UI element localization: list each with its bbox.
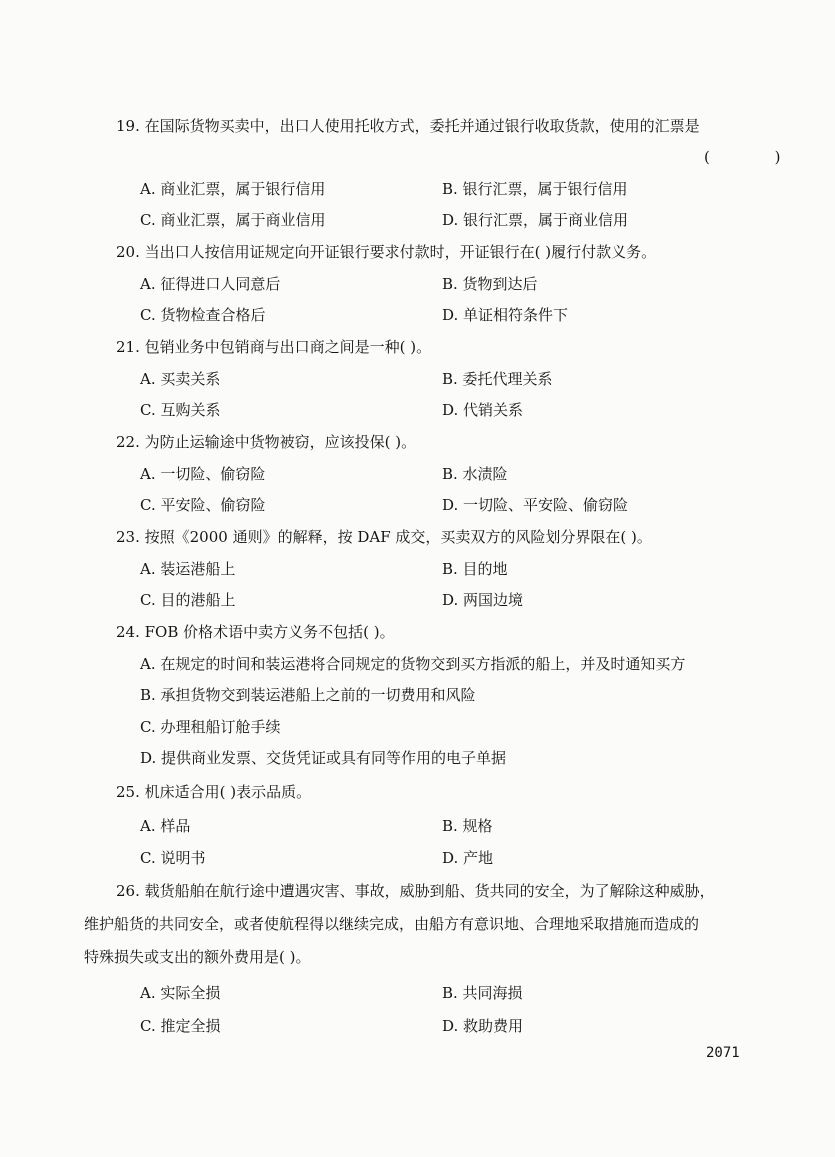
- option-a: A. 在规定的时间和装运港将合同规定的货物交到买方指派的船上，并及时通知买方: [140, 655, 686, 673]
- question-25-stem: 25. 机床适合用( )表示品质。: [116, 783, 312, 801]
- option-c: C. 互购关系: [140, 401, 221, 419]
- question-26-stem-line3: 特殊损失或支出的额外费用是( )。: [84, 948, 311, 966]
- option-a: A. 实际全损: [140, 984, 221, 1002]
- question-23-stem: 23. 按照《2000 通则》的解释，按 DAF 成交，买卖双方的风险划分界限在( )。: [116, 528, 652, 546]
- question-26-stem-line1: 26. 载货船舶在航行途中遭遇灾害、事故，威胁到船、货共同的安全，为了解除这种威胁，: [116, 882, 715, 900]
- option-c: C. 办理租船订舱手续: [140, 718, 281, 736]
- option-c: C. 目的港船上: [140, 591, 236, 609]
- option-d: D. 产地: [442, 849, 494, 867]
- option-c: C. 平安险、偷窃险: [140, 496, 266, 514]
- question-24-stem: 24. FOB 价格术语中卖方义务不包括( )。: [116, 623, 395, 641]
- option-c: C. 推定全损: [140, 1017, 221, 1035]
- page-code: 2071: [706, 1045, 740, 1061]
- option-d: D. 两国边境: [442, 591, 524, 609]
- option-b: B. 规格: [442, 817, 493, 835]
- option-b: B. 承担货物交到装运港船上之前的一切费用和风险: [140, 686, 476, 704]
- option-d: D. 代销关系: [442, 401, 524, 419]
- option-d: D. 银行汇票，属于商业信用: [442, 211, 629, 229]
- option-d: D. 一切险、平安险、偷窃险: [442, 496, 629, 514]
- question-20-stem: 20. 当出口人按信用证规定向开证银行要求付款时，开证银行在( )履行付款义务。: [116, 243, 657, 261]
- option-c: C. 说明书: [140, 849, 206, 867]
- option-a: A. 装运港船上: [140, 560, 236, 578]
- question-26-stem-line2: 维护船货的共同安全，或者使航程得以继续完成，由船方有意识地、合理地采取措施而造成的: [84, 915, 700, 933]
- option-d: D. 救助费用: [442, 1017, 524, 1035]
- option-b: B. 货物到达后: [442, 275, 538, 293]
- option-a: A. 样品: [140, 817, 191, 835]
- question-21-stem: 21. 包销业务中包销商与出口商之间是一种( )。: [116, 338, 432, 356]
- option-a: A. 买卖关系: [140, 370, 221, 388]
- question-19-stem: 19. 在国际货物买卖中，出口人使用托收方式，委托并通过银行收取货款，使用的汇票是: [116, 117, 700, 135]
- option-d: D. 单证相符条件下: [442, 306, 569, 324]
- option-c: C. 货物检查合格后: [140, 306, 266, 324]
- option-d: D. 提供商业发票、交货凭证或具有同等作用的电子单据: [140, 749, 507, 767]
- answer-parenthesis: ( ): [704, 148, 811, 166]
- option-b: B. 银行汇票，属于银行信用: [442, 180, 628, 198]
- option-a: A. 一切险、偷窃险: [140, 465, 266, 483]
- option-c: C. 商业汇票，属于商业信用: [140, 211, 326, 229]
- question-22-stem: 22. 为防止运输途中货物被窃，应该投保( )。: [116, 433, 417, 451]
- option-a: A. 商业汇票，属于银行信用: [140, 180, 326, 198]
- option-b: B. 目的地: [442, 560, 508, 578]
- option-b: B. 共同海损: [442, 984, 523, 1002]
- option-b: B. 水渍险: [442, 465, 508, 483]
- option-a: A. 征得进口人同意后: [140, 275, 281, 293]
- option-b: B. 委托代理关系: [442, 370, 553, 388]
